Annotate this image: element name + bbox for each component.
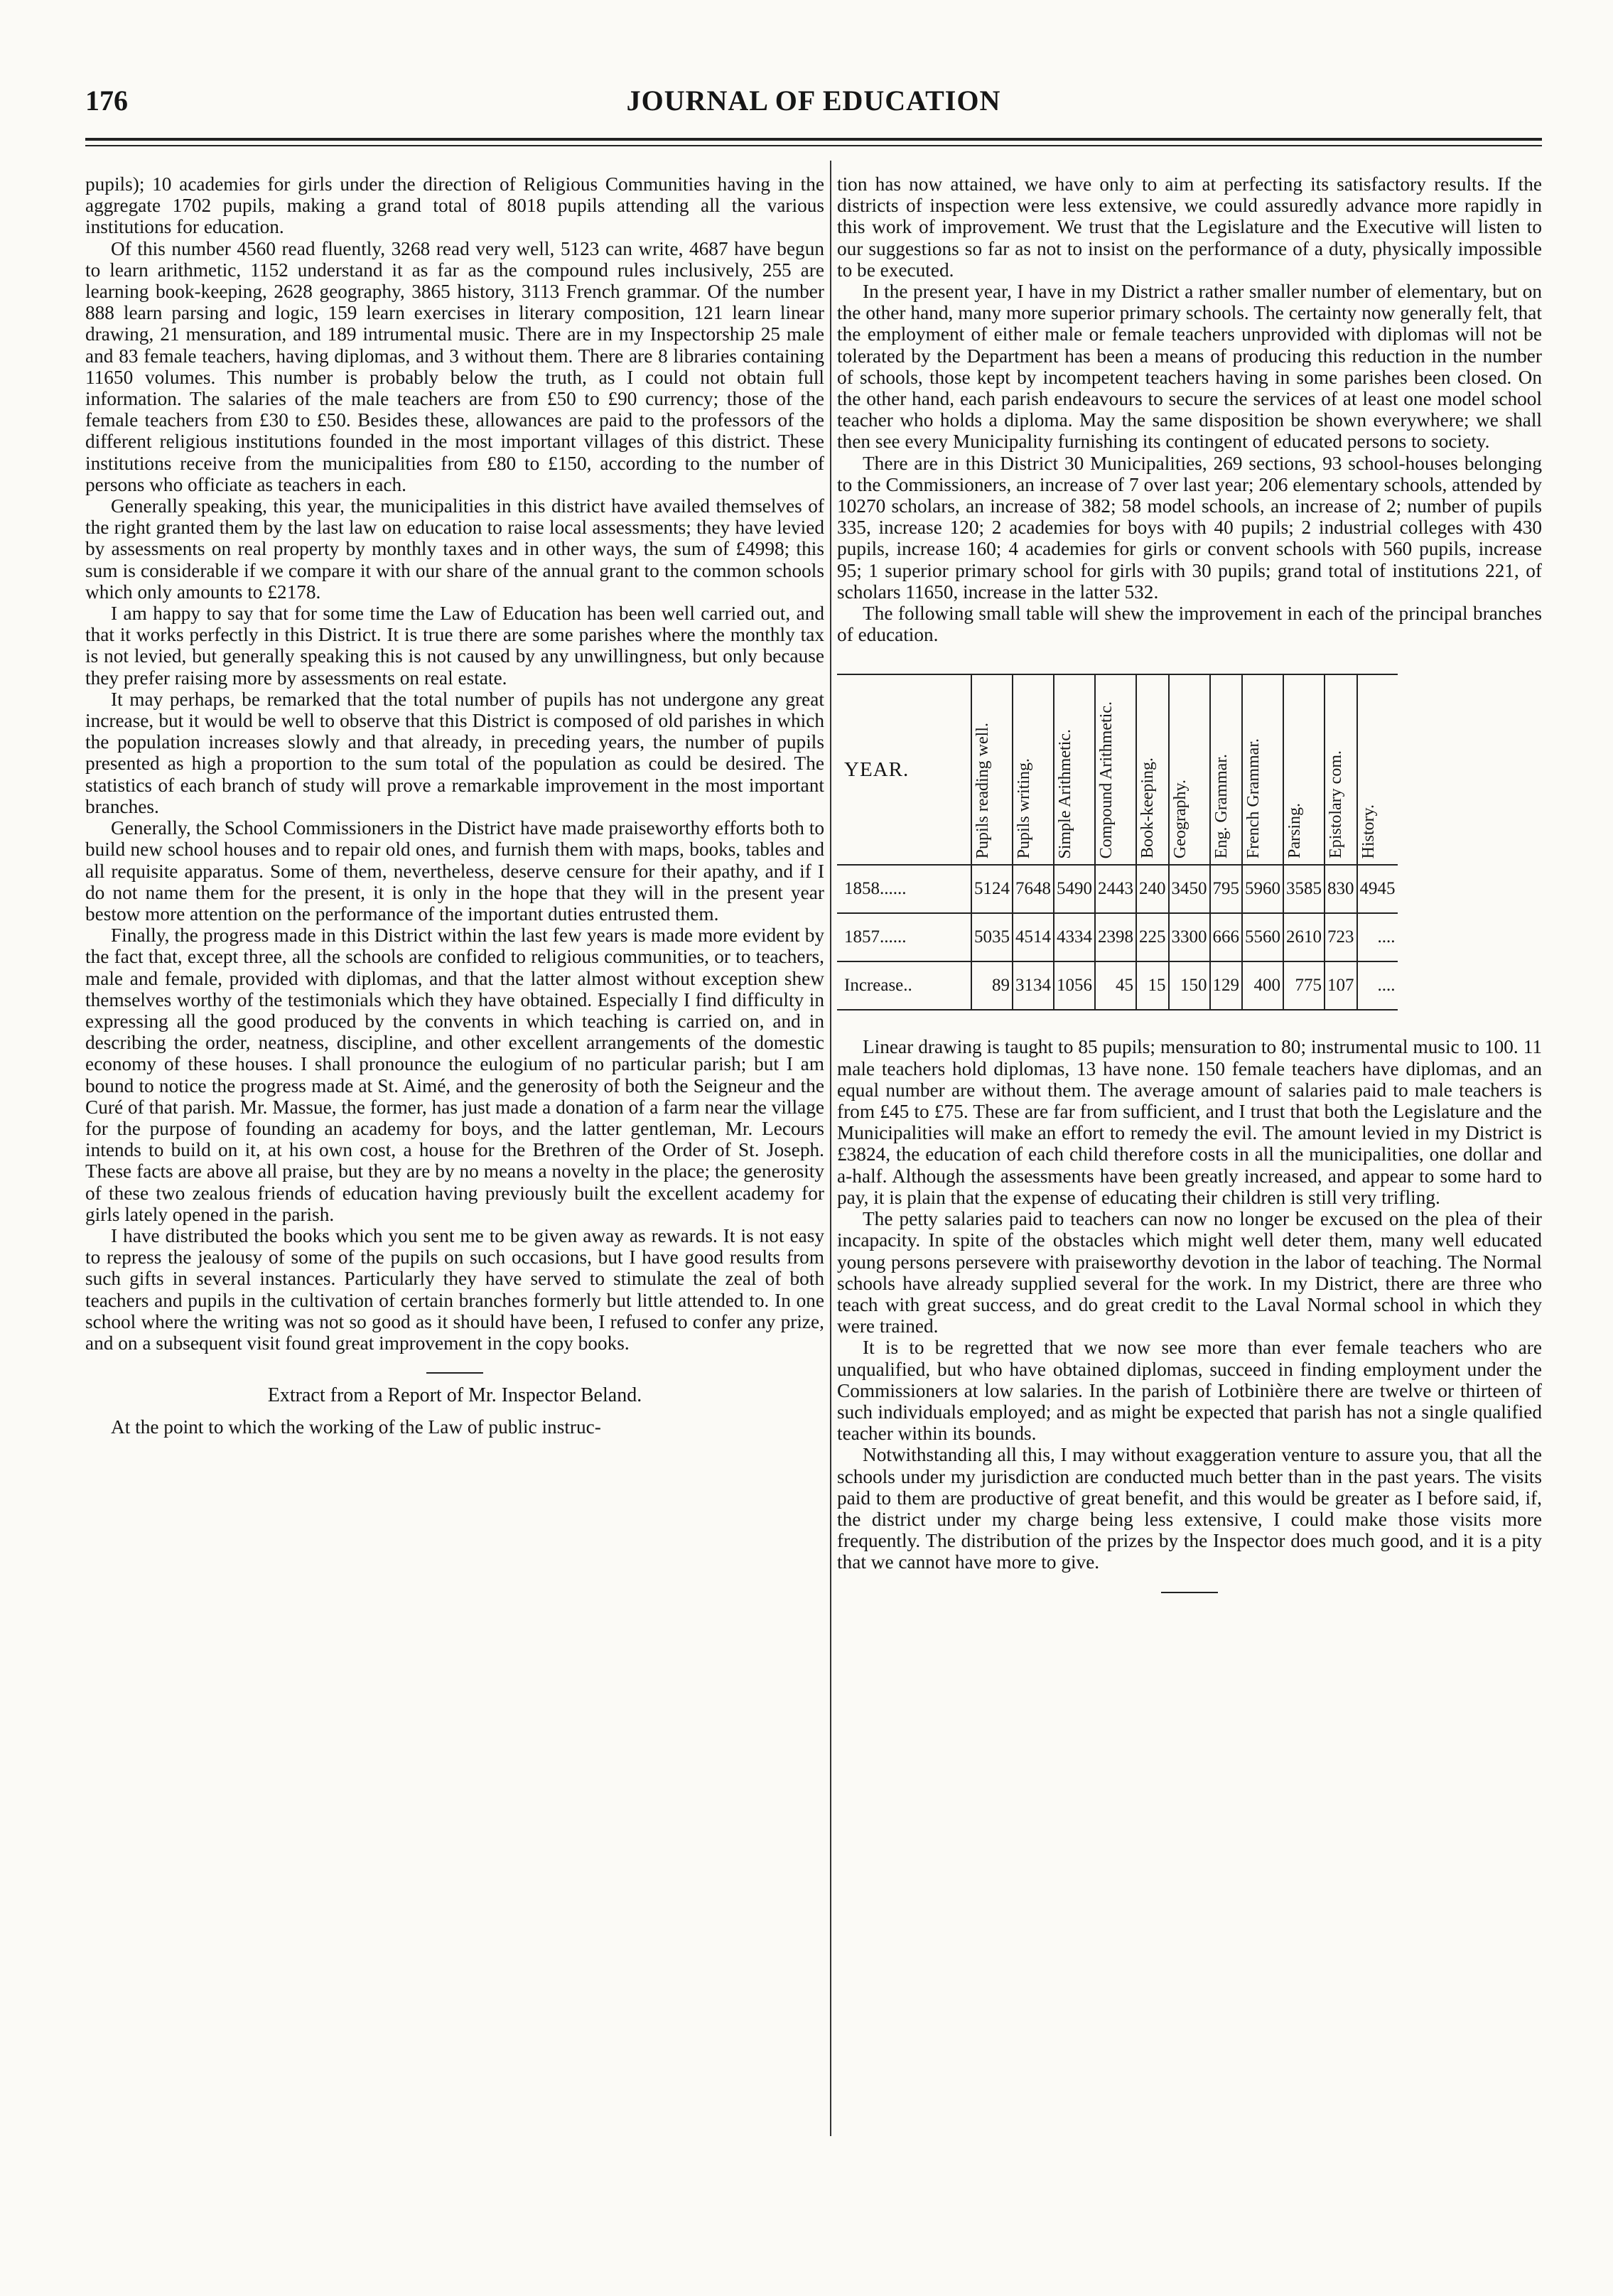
- table-cell: ....: [1357, 913, 1398, 961]
- table-row: [837, 913, 1398, 961]
- paragraph: There are in this District 30 Municipalities, 269 sections, 93 school-houses belonging to the Commissioners, an increase of 7 over last year; 206 elementary schools, attended by 10270 scholars, an increase of 382; 58 model schools, an increase of 2; number of pupils 335, increase 120; 2 academies for boys with 40 pupils; 2 industrial colleges with 430 pupils, increase 160; 4 academies for girls or convent schools with 560 pupils, increase 95; 1 superior primary school for girls with 30 pupils; grand total of institutions 221, of scholars 11650, increase in the latter 532.: [837, 452, 1542, 603]
- table-cell: 150: [1169, 961, 1210, 1010]
- table-cell: 1056: [1054, 961, 1095, 1010]
- end-separator: [1161, 1592, 1218, 1593]
- paragraph: The petty salaries paid to teachers can now no longer be excused on the plea of their incapacity. In spite of the obstacles which might well deter them, many well educated young persons persevere with praiseworthy devotion in the labor of teaching. The Normal schools have already supplied several for the work. In my District, there are three who teach with great success, and do great credit to the Laval Normal school in which they were trained.: [837, 1208, 1542, 1337]
- running-header: [85, 84, 1542, 134]
- table-cell: 400: [1242, 961, 1283, 1010]
- journal-title: JOURNAL OF EDUCATION: [626, 85, 1001, 117]
- table-cell-year: Increase..: [837, 961, 971, 1010]
- column-header: History.: [1357, 674, 1398, 865]
- column-header: French Grammar.: [1242, 674, 1283, 865]
- right-column: [837, 173, 1542, 1605]
- page-number: 176: [85, 85, 128, 117]
- table-cell: 4945: [1357, 865, 1398, 913]
- paragraph: In the present year, I have in my District a rather smaller number of elementary, but on the other hand, many more superior primary schools. The certainty now generally felt, that the employment of either male or female teachers unprovided with diplomas will not be tolerated by the Department has been a means of producing this reduction in the number of schools, those kept by incompetent teachers having in some parishes been closed. On the other hand, each parish endeavours to secure the services of at least one model school teacher who holds a diploma. May the same disposition be shown everywhere; we shall then see every Municipality furnishing its contingent of educated persons to society.: [837, 281, 1542, 453]
- table-cell: 2610: [1283, 913, 1325, 961]
- table-cell: 5960: [1242, 865, 1283, 913]
- column-header: Simple Arithmetic.: [1054, 674, 1095, 865]
- column-header: Pupils reading well.: [971, 674, 1013, 865]
- paragraph: Finally, the progress made in this District within the last few years is made more evident by the fact that, except three, all the schools are confided to religious communities, or to teachers, male and female, provided with diplomas, and that the latter almost without exception shew themselves worthy of the testimonials which they have obtained. Especially I find difficulty in expressing all the good produced by the convents in which teaching is carried on, and in describing the order, neatness, discipline, and other excellent arrangements of the domestic economy of these houses. I shall pronounce the eulogium of no particular parish; but I am bound to notice the progress made at St. Aimé, and the generosity of both the Seigneur and the Curé of that parish. Mr. Massue, the former, has just made a donation of a farm near the village for the purpose of founding an academy for boys, and the latter gentleman, Mr. Lecours intends to build on it, at his own cost, a house for the Brethren of the Order of St. Joseph. These facts are above all praise, but they are by no means a novelty in the place; the generosity of these two zealous friends of education having previously built the excellent academy for girls lately opened in the parish.: [85, 925, 824, 1225]
- table-cell: 775: [1283, 961, 1325, 1010]
- table-cell: 2398: [1095, 913, 1136, 961]
- paragraph: It is to be regretted that we now see more than ever female teachers who are unqualified, but who have obtained diplomas, succeed in finding employment under the Commissioners at low salaries. In the parish of Lotbinière there are twelve or thirteen of such individuals employed; and as might be expected that parish has not a single qualified teacher within its bounds.: [837, 1337, 1542, 1445]
- table-cell: 830: [1325, 865, 1357, 913]
- column-divider: [830, 161, 831, 2136]
- section-separator: [426, 1372, 483, 1374]
- table-cell: 5560: [1242, 913, 1283, 961]
- extract-caption: Extract from a Report of Mr. Inspector Beland.: [267, 1384, 642, 1407]
- paragraph: I am happy to say that for some time the Law of Education has been well carried out, and that it works perfectly in this District. It is true there are some parishes where the monthly tax is not levied, but generally speaking this is not caused by any unwillingness, but only because they prefer raising more by assessments on real estate.: [85, 603, 824, 689]
- table-cell: 3300: [1169, 913, 1210, 961]
- column-header: Epistolary com.: [1325, 674, 1357, 865]
- year-column-header: YEAR.: [837, 674, 971, 865]
- table-cell: 129: [1210, 961, 1243, 1010]
- table-cell: 3585: [1283, 865, 1325, 913]
- table-cell: 3450: [1169, 865, 1210, 913]
- table-cell: 89: [971, 961, 1013, 1010]
- table-cell: 666: [1210, 913, 1243, 961]
- statistics-table: [837, 674, 1398, 1010]
- column-header: Eng. Grammar.: [1210, 674, 1243, 865]
- table-cell: 240: [1136, 865, 1169, 913]
- paragraph: I have distributed the books which you sent me to be given away as rewards. It is not easy to repress the jealousy of some of the pupils on such occasions, but I have good results from such gifts in several instances. Particularly they have served to stimulate the zeal of both teachers and pupils in the cultivation of certain branches formerly but little attended to. In one school where the writing was not so good as it should have been, I refused to confer any prize, and on a subsequent visit found great improvement in the copy books.: [85, 1224, 824, 1354]
- column-header: Pupils writing.: [1013, 674, 1054, 865]
- paragraph: It may perhaps, be remarked that the total number of pupils has not undergone any great increase, but it would be well to observe that this District is composed of old parishes in which the population increases slowly and that already, in preceding years, the number of pupils presented as high a proportion to the sum total of the population as could be desired. The statistics of each branch of study will prove a remarkable improvement in the most important branches.: [85, 688, 824, 817]
- table-row: [837, 961, 1398, 1010]
- paragraph: The following small table will shew the improvement in each of the principal branches of education.: [837, 603, 1542, 646]
- left-column: [85, 173, 824, 1438]
- table-cell: 3134: [1013, 961, 1054, 1010]
- table-cell: 795: [1210, 865, 1243, 913]
- table-cell: 225: [1136, 913, 1169, 961]
- paragraph: tion has now attained, we have only to aim at perfecting its satisfactory results. If the districts of inspection were less extensive, we could assuredly advance more rapidly in this work of improvement. We trust that the Legislature and the Executive will listen to our suggestions so far as not to insist on the performance of a duty, physically impossible to be executed.: [837, 173, 1542, 281]
- table-cell: 7648: [1013, 865, 1054, 913]
- table-cell: 15: [1136, 961, 1169, 1010]
- header-rule-thin: [85, 145, 1542, 146]
- column-header: Compound Arithmetic.: [1095, 674, 1136, 865]
- table-cell: 5490: [1054, 865, 1095, 913]
- header-rule-thick: [85, 138, 1542, 141]
- table-cell-year: 1858......: [837, 865, 971, 913]
- paragraph: Generally speaking, this year, the municipalities in this district have availed themselves of the right granted them by the last law on education to raise local assessments; they have levied by assessments on real property by monthly taxes and in other ways, the sum of £4998; this sum is considerable if we compare it with our share of the annual grant to the common schools which only amounts to £2178.: [85, 495, 824, 603]
- paragraph: Of this number 4560 read fluently, 3268 read very well, 5123 can write, 4687 have begun to learn arithmetic, 1152 understand it as far as the compound rules inclusively, 255 are learning book-keeping, 2628 geography, 3865 history, 3113 French grammar. Of the number 888 learn parsing and logic, 159 learn exercises in literary composition, 121 learn linear drawing, 21 mensuration, and 189 intrumental music. There are in my Inspectorship 25 male and 83 female teachers, having diplomas, and 3 without them. There are 8 libraries containing 11650 volumes. This number is probably below the truth, as I could not obtain full information. The salaries of the male teachers are from £50 to £90 currency; those of the female teachers from £30 to £50. Besides these, allowances are paid to the professors of the different religious institutions founded in the most important villages of this district. These institutions receive from the municipalities from £80 to £150, according to the number of persons who officiate as teachers in each.: [85, 237, 824, 495]
- table-cell: 45: [1095, 961, 1136, 1010]
- table-header-row: [837, 674, 1398, 865]
- column-header: Geography.: [1169, 674, 1210, 865]
- table-cell: 5124: [971, 865, 1013, 913]
- column-header: Book-keeping.: [1136, 674, 1169, 865]
- table-cell: 107: [1325, 961, 1357, 1010]
- table-cell: 4334: [1054, 913, 1095, 961]
- table-cell: 4514: [1013, 913, 1054, 961]
- table-cell: 723: [1325, 913, 1357, 961]
- paragraph: Generally, the School Commissioners in the District have made praiseworthy efforts both to build new school houses and to repair old ones, and furnish them with maps, books, tables and all requisite apparatus. Some of them, nevertheless, deserve censure for their apathy, and if I do not name them for the present, it is only in the hope that they will in the present year bestow more attention on the performance of the important duties entrusted them.: [85, 817, 824, 925]
- table-cell: ....: [1357, 961, 1398, 1010]
- paragraph: Linear drawing is taught to 85 pupils; mensuration to 80; instrumental music to 100. 11 male teachers hold diplomas, 13 have none. 150 female teachers have diplomas, and an equal number are without them. The average amount of salaries paid to male teachers is from £45 to £75. These are far from sufficient, and I trust that both the Legislature and the Municipalities will make an effort to remedy the evil. The amount levied in my District is £3824, the education of each child therefore costs in all the municipalities, one dollar and a-half. Although the assessments have been greatly increased, and appear to some hard to pay, it is plain that the expense of educating their children is still very trifling.: [837, 1036, 1542, 1208]
- table-cell-year: 1857......: [837, 913, 971, 961]
- paragraph: Notwithstanding all this, I may without exaggeration venture to assure you, that all the schools under my jurisdiction are conducted much better than in the past years. The visits paid to them are productive of great benefit, and this would be greater as I before said, if, the district under my charge being less extensive, I could make those visits more frequently. The distribution of the prizes by the Inspector does much good, and it is a pity that we cannot have more to give.: [837, 1444, 1542, 1573]
- paragraph: At the point to which the working of the Law of public instruc-: [111, 1416, 601, 1438]
- table-cell: 5035: [971, 913, 1013, 961]
- table-row: [837, 865, 1398, 913]
- paragraph: pupils); 10 academies for girls under the direction of Religious Communities having in the aggregate 1702 pupils, making a grand total of 8018 pupils attending all the various institutions for education.: [85, 173, 824, 238]
- table-cell: 2443: [1095, 865, 1136, 913]
- column-header: Parsing.: [1283, 674, 1325, 865]
